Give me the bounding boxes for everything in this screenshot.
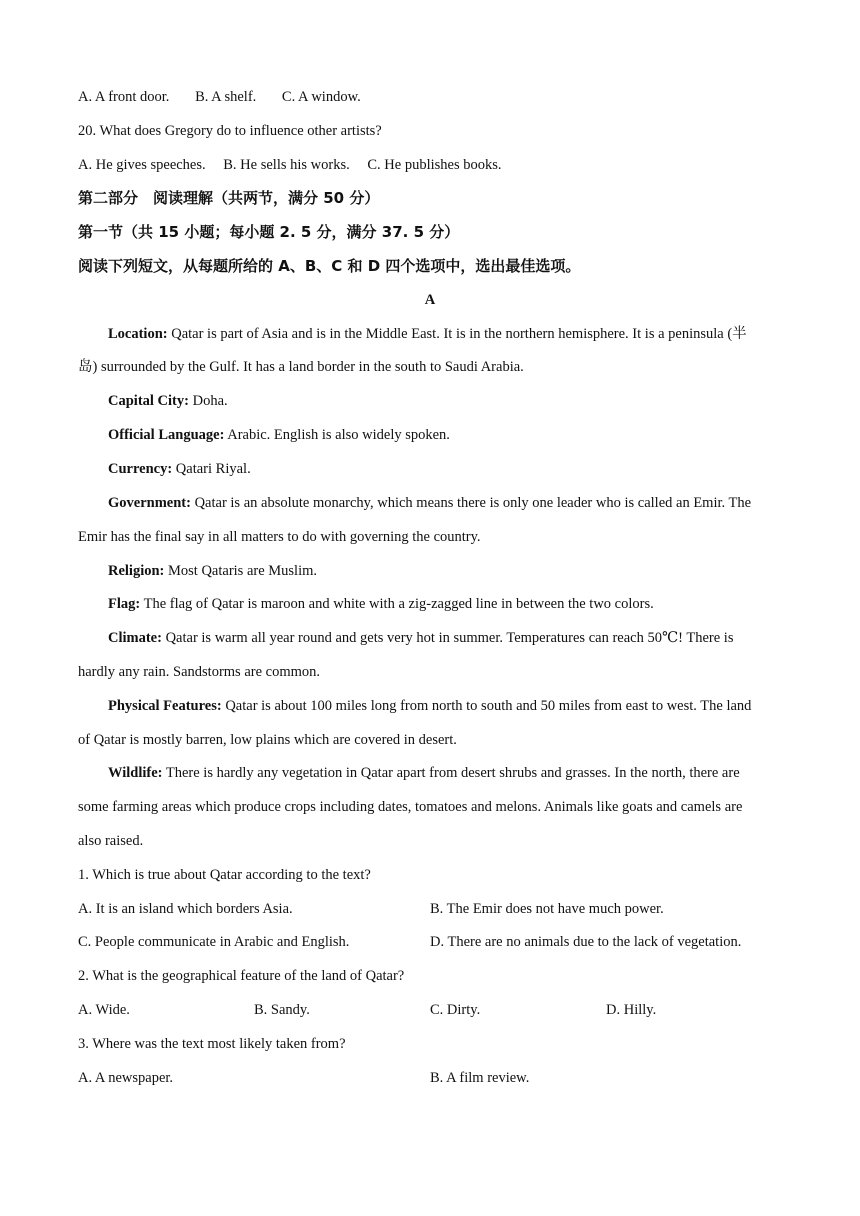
government-text-1: Qatar is an absolute monarchy, which means there is only one leader who is called an Emir. The	[190, 495, 752, 511]
currency-text: Qatari Riyal.	[172, 461, 251, 477]
location-label: Location:	[108, 326, 168, 342]
q2-option-d: D. Hilly.	[606, 1002, 657, 1018]
physical-label: Physical Features:	[108, 698, 222, 714]
q20-option-b: B. He sells his works.	[223, 157, 350, 173]
q1-option-a: A. It is an island which borders Asia.	[78, 901, 293, 917]
government-text-2: Emir has the final say in all matters to do with governing the country.	[78, 529, 481, 545]
q1-option-b: B. The Emir does not have much power.	[430, 901, 664, 917]
language-line	[108, 425, 783, 445]
capital-text: Doha.	[188, 393, 228, 409]
language-text: Arabic. English is also widely spoken.	[224, 427, 450, 443]
location-text-1: Qatar is part of Asia and is in the Middle East. It is in the northern hemisphere. It is a peninsula (半	[167, 326, 747, 342]
physical-text-1: Qatar is about 100 miles long from north to south and 50 miles from east to west. The land	[221, 698, 752, 714]
language-label: Official Language:	[108, 427, 225, 443]
religion-text: Most Qataris are Muslim.	[164, 563, 318, 579]
passage-title: A	[424, 292, 436, 308]
climate-line-1	[108, 628, 783, 648]
wildlife-text-2: some farming areas which produce crops including dates, tomatoes and melons. Animals like goats and camels are	[78, 799, 743, 815]
flag-line	[108, 594, 783, 614]
flag-label: Flag:	[108, 596, 141, 612]
physical-text-2: of Qatar is mostly barren, low plains which are covered in desert.	[78, 732, 457, 748]
q19-option-b: B. A shelf.	[195, 89, 257, 105]
q19-option-a: A. A front door.	[78, 89, 170, 105]
physical-line-1	[108, 696, 783, 716]
climate-label: Climate:	[108, 630, 162, 646]
flag-text: The flag of Qatar is maroon and white with a zig-zagged line in between the two colors.	[140, 596, 654, 612]
capital-label: Capital City:	[108, 393, 189, 409]
location-line-1	[108, 324, 783, 344]
q19-options	[78, 87, 783, 107]
currency-line	[108, 459, 783, 479]
q2-option-a: A. Wide.	[78, 1002, 130, 1018]
instruction: 阅读下列短文，从每题所给的 A、B、C 和 D 四个选项中，选出最佳选项。	[78, 257, 581, 275]
wildlife-text-1: There is hardly any vegetation in Qatar apart from desert shrubs and grasses. In the north, there are	[162, 765, 740, 781]
q20-option-a: A. He gives speeches.	[78, 157, 206, 173]
q3-option-a: A. A newspaper.	[78, 1070, 174, 1086]
q3-option-b: B. A film review.	[430, 1070, 530, 1086]
q20-option-c: C. He publishes books.	[367, 157, 502, 173]
location-text-2: 岛) surrounded by the Gulf. It has a land border in the south to Saudi Arabia.	[78, 359, 524, 375]
government-label: Government:	[108, 495, 191, 511]
q2-option-b: B. Sandy.	[254, 1002, 310, 1018]
government-line-1	[108, 493, 783, 513]
climate-text-1: Qatar is warm all year round and gets very hot in summer. Temperatures can reach 50℃! There is	[161, 630, 734, 646]
currency-label: Currency:	[108, 461, 173, 477]
q2-stem: 2. What is the geographical feature of the land of Qatar?	[78, 968, 405, 984]
religion-label: Religion:	[108, 563, 165, 579]
q1-option-d: D. There are no animals due to the lack of vegetation.	[430, 934, 742, 950]
part-heading: 第二部分 阅读理解（共两节，满分 50 分）	[78, 189, 380, 207]
capital-line	[108, 391, 783, 411]
climate-text-2: hardly any rain. Sandstorms are common.	[78, 664, 321, 680]
q2-option-c: C. Dirty.	[430, 1002, 481, 1018]
q19-option-c: C. A window.	[281, 89, 361, 105]
q20-options	[78, 155, 783, 175]
religion-line	[108, 561, 783, 581]
section-heading: 第一节（共 15 小题；每小题 2. 5 分，满分 37. 5 分）	[78, 223, 460, 241]
wildlife-text-3: also raised.	[78, 833, 144, 849]
q1-stem: 1. Which is true about Qatar according to the text?	[78, 867, 371, 883]
q3-stem: 3. Where was the text most likely taken from?	[78, 1036, 346, 1052]
q1-option-c: C. People communicate in Arabic and English.	[78, 934, 350, 950]
wildlife-label: Wildlife:	[108, 765, 163, 781]
q20-stem: 20. What does Gregory do to influence other artists?	[78, 123, 382, 139]
wildlife-line-1	[108, 763, 783, 783]
